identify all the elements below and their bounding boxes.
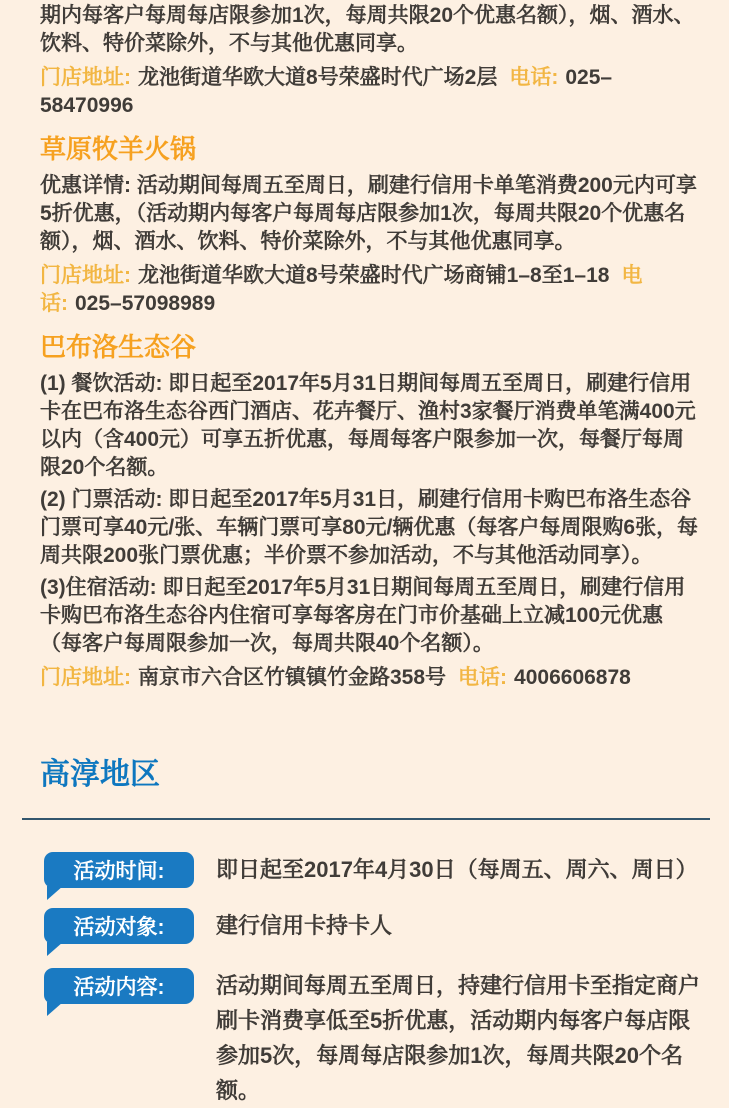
intro-paragraph: 期内每客户每周每店限参加1次，每周共限20个优惠名额），烟、酒水、饮料、特价菜除外，不与其他优惠同享。 bbox=[40, 4, 695, 55]
address-label: 门店地址: bbox=[40, 666, 131, 689]
merchant-detail-paragraph: 优惠详情: 活动期间每周五至周日，刷建行信用卡单笔消费200元内可享5折优惠，（活动期内每客户每周每店限参加1次，每周共限20个优惠名额），烟、酒水、饮料、特价菜除外，不与其他优惠同享。 bbox=[40, 174, 697, 253]
address-value: 龙池街道华欧大道8号荣盛时代广场2层 bbox=[138, 66, 498, 89]
store-address-line bbox=[40, 262, 700, 318]
phone-value: 025–57098989 bbox=[75, 292, 216, 315]
merchant-title-babuluo-eco-valley: 巴布洛生态谷 bbox=[40, 332, 197, 362]
info-row-activity-content bbox=[40, 968, 700, 1108]
activity-target-value: 建行信用卡持卡人 bbox=[216, 913, 393, 938]
activity-content-label-bubble bbox=[44, 968, 194, 1004]
region-section-title: 高淳地区 bbox=[40, 758, 160, 791]
phone-label: 电话: bbox=[40, 264, 643, 315]
address-value: 龙池街道华欧大道8号荣盛时代广场商铺1–8至1–18 bbox=[138, 264, 610, 287]
bubble-label: 活动时间: bbox=[73, 860, 165, 883]
activity-time-value: 即日起至2017年4月30日（每周五、周六、周日） bbox=[216, 857, 698, 882]
phone-value: 4006606878 bbox=[514, 666, 631, 689]
address-label: 门店地址: bbox=[40, 264, 131, 287]
info-row-activity-target bbox=[40, 908, 700, 944]
merchant-title-caoyuan-muyang-hotpot: 草原牧羊火锅 bbox=[40, 134, 197, 164]
phone-label: 电话: bbox=[458, 666, 508, 689]
activity-target-label-bubble bbox=[44, 908, 194, 944]
bubble-label: 活动内容: bbox=[73, 976, 165, 999]
phone-value: 025–58470996 bbox=[40, 66, 613, 117]
merchant-activity-tickets: (2) 门票活动: 即日起至2017年5月31日，刷建行信用卡购巴布洛生态谷门票可享40元/张、车辆门票可享80元/辆优惠（每客户每周限购6张，每周共限200张门票优惠；半价票不参加活动，不与其他活动同享）。 bbox=[40, 488, 699, 567]
merchant-activity-lodging: (3)住宿活动: 即日起至2017年5月31日期间每周五至周日，刷建行信用卡购巴布洛生态谷内住宿可享每客房在门市价基础上立减100元优惠（每客户每周限参加一次，每周共限40个名额）。 bbox=[40, 576, 686, 655]
activity-content-value: 活动期间每周五至周日，持建行信用卡至指定商户刷卡消费享低至5折优惠，活动期内每客户每店限参加5次，每周每店限参加1次，每周共限20个名额。 bbox=[216, 973, 701, 1103]
address-value: 南京市六合区竹镇镇竹金路358号 bbox=[138, 666, 447, 689]
bubble-label: 活动对象: bbox=[73, 916, 165, 939]
phone-label: 电话: bbox=[509, 66, 559, 89]
address-label: 门店地址: bbox=[40, 66, 131, 89]
merchant-activity-dining: (1) 餐饮活动: 即日起至2017年5月31日期间每周五至周日，刷建行信用卡在巴布洛生态谷西门酒店、花卉餐厅、渔村3家餐厅消费单笔满400元以内（含400元）可享五折优惠，每周每客户限参加一次，每餐厅每周限20个名额。 bbox=[40, 372, 696, 479]
info-row-activity-time bbox=[40, 852, 700, 888]
section-divider bbox=[22, 818, 710, 820]
store-address-line bbox=[40, 64, 700, 120]
activity-time-label-bubble bbox=[44, 852, 194, 888]
store-address-line bbox=[40, 664, 700, 692]
